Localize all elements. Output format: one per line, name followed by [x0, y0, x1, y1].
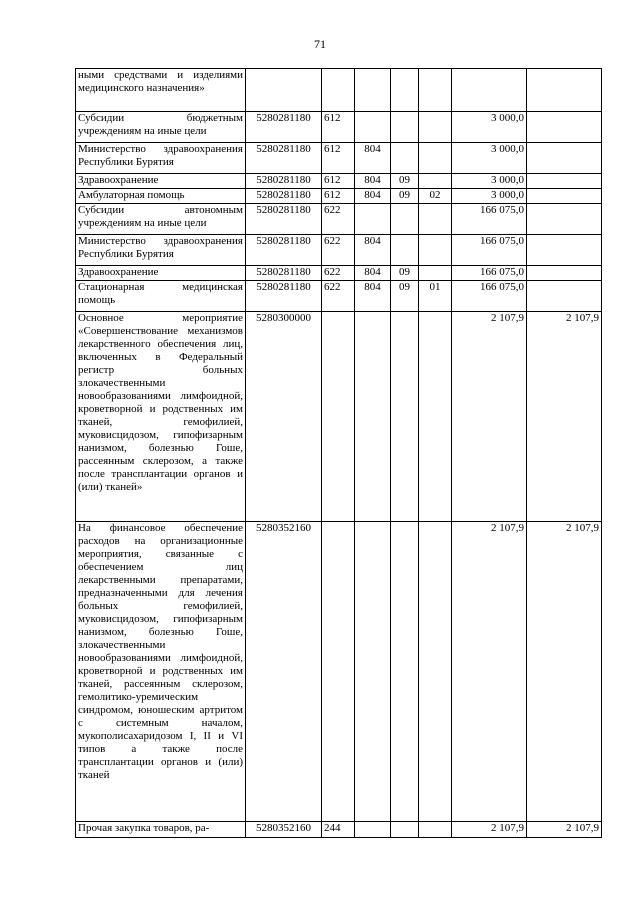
- row-amount-1: [452, 69, 527, 112]
- table-row: [76, 204, 602, 235]
- row-name: Субсидии бюджетным учреждениям на иные цели: [76, 112, 246, 143]
- row-amount-1: 166 075,0: [452, 266, 527, 281]
- row-amount-2: 2 107,9: [527, 522, 602, 822]
- row-amount-1: 166 075,0: [452, 204, 527, 235]
- row-amount-1: 2 107,9: [452, 822, 527, 838]
- row-amount-2: [527, 189, 602, 204]
- row-subsection: [419, 522, 452, 822]
- row-section: 09: [391, 266, 419, 281]
- row-name: На финансовое обеспечение расходов на организационные мероприятия, связанные с обеспечением лиц лекарственными препаратами, предназначенными для лечения больных гемофилией, муковисцидозом, гипофизарным нанизмом, болезнью Гоше, злокачественными новообразованиями лимфоидной, кроветворной и родственных им тканей, рассеянным склерозом, гемолитико-уремическим синдромом, юношеским артритом с системным началом, мукополисахаридозом I, II и VI типов а также после трансплантации органов и (или) тканей: [76, 522, 246, 822]
- row-code: [246, 69, 322, 112]
- row-amount-2: [527, 112, 602, 143]
- row-amount-1: 2 107,9: [452, 312, 527, 522]
- row-name: Здравоохранение: [76, 266, 246, 281]
- row-section: [391, 112, 419, 143]
- row-name: Амбулаторная помощь: [76, 189, 246, 204]
- row-subsection: [419, 266, 452, 281]
- row-department: 804: [355, 143, 391, 174]
- row-subsection: [419, 143, 452, 174]
- row-department: [355, 822, 391, 838]
- row-department: 804: [355, 189, 391, 204]
- row-name: Здравоохранение: [76, 174, 246, 189]
- row-amount-2: [527, 281, 602, 312]
- row-code: 5280281180: [246, 235, 322, 266]
- row-department: [355, 112, 391, 143]
- row-code: 5280281180: [246, 266, 322, 281]
- row-name: Прочая закупка товаров, ра-: [76, 822, 246, 838]
- row-subsection: [419, 204, 452, 235]
- row-department: 804: [355, 266, 391, 281]
- row-code: 5280281180: [246, 189, 322, 204]
- row-section: [391, 522, 419, 822]
- row-amount-1: 166 075,0: [452, 235, 527, 266]
- row-subsection: [419, 235, 452, 266]
- row-code: 5280281180: [246, 204, 322, 235]
- row-amount-2: [527, 143, 602, 174]
- table-row: [76, 235, 602, 266]
- row-subsection: [419, 822, 452, 838]
- row-name: Министерство здравоохранения Республики Бурятия: [76, 235, 246, 266]
- row-section: [391, 312, 419, 522]
- row-code: 5280281180: [246, 143, 322, 174]
- row-department: 804: [355, 281, 391, 312]
- row-expense-type: 612: [322, 143, 355, 174]
- row-section: 09: [391, 189, 419, 204]
- row-subsection: [419, 312, 452, 522]
- table-row: [76, 112, 602, 143]
- row-amount-2: 2 107,9: [527, 822, 602, 838]
- table-row: [76, 522, 602, 822]
- row-section: [391, 204, 419, 235]
- table-row: [76, 143, 602, 174]
- table-row: [76, 312, 602, 522]
- table-row: [76, 174, 602, 189]
- row-amount-1: 166 075,0: [452, 281, 527, 312]
- row-amount-2: [527, 235, 602, 266]
- row-expense-type: [322, 69, 355, 112]
- table-row: [76, 189, 602, 204]
- row-expense-type: 622: [322, 235, 355, 266]
- row-amount-2: [527, 69, 602, 112]
- row-expense-type: [322, 312, 355, 522]
- row-expense-type: 612: [322, 112, 355, 143]
- row-expense-type: 622: [322, 281, 355, 312]
- row-code: 5280352160: [246, 522, 322, 822]
- row-amount-1: 3 000,0: [452, 189, 527, 204]
- row-department: [355, 312, 391, 522]
- row-section: [391, 69, 419, 112]
- row-amount-1: 3 000,0: [452, 143, 527, 174]
- row-code: 5280352160: [246, 822, 322, 838]
- row-amount-2: [527, 204, 602, 235]
- row-amount-1: 3 000,0: [452, 174, 527, 189]
- table-row: [76, 822, 602, 838]
- budget-table: [75, 68, 602, 838]
- row-department: 804: [355, 235, 391, 266]
- row-name: ными средствами и изделиями медицинского назначения»: [76, 69, 246, 112]
- row-section: [391, 822, 419, 838]
- row-subsection: [419, 69, 452, 112]
- row-department: 804: [355, 174, 391, 189]
- row-code: 5280281180: [246, 112, 322, 143]
- row-name: Министерство здравоохранения Республики Бурятия: [76, 143, 246, 174]
- row-expense-type: 612: [322, 174, 355, 189]
- row-subsection: 01: [419, 281, 452, 312]
- row-section: 09: [391, 174, 419, 189]
- row-amount-1: 2 107,9: [452, 522, 527, 822]
- row-subsection: 02: [419, 189, 452, 204]
- row-section: 09: [391, 281, 419, 312]
- row-amount-2: [527, 266, 602, 281]
- row-expense-type: 622: [322, 204, 355, 235]
- row-expense-type: 622: [322, 266, 355, 281]
- page-number: 71: [314, 37, 326, 51]
- row-amount-2: 2 107,9: [527, 312, 602, 522]
- row-expense-type: 244: [322, 822, 355, 838]
- row-amount-2: [527, 174, 602, 189]
- row-code: 5280300000: [246, 312, 322, 522]
- row-name: Стационарная медицинская помощь: [76, 281, 246, 312]
- table-row: [76, 266, 602, 281]
- row-expense-type: 612: [322, 189, 355, 204]
- row-department: [355, 522, 391, 822]
- row-subsection: [419, 112, 452, 143]
- row-name: Субсидии автономным учреждениям на иные цели: [76, 204, 246, 235]
- table-row: [76, 281, 602, 312]
- row-code: 5280281180: [246, 281, 322, 312]
- row-amount-1: 3 000,0: [452, 112, 527, 143]
- table-row: [76, 69, 602, 112]
- row-subsection: [419, 174, 452, 189]
- row-section: [391, 235, 419, 266]
- row-expense-type: [322, 522, 355, 822]
- row-department: [355, 204, 391, 235]
- row-name: Основное мероприятие «Совершенствование механизмов лекарственного обеспечения лиц, включенных в Федеральный регистр больных злокачественными новообразованиями лимфоидной, кроветворной и родственных им тканей, гемофилией, муковисцидозом, гипофизарным нанизмом, болезнью Гоше, рассеянным склерозом, а также после трансплантации органов и (или) тканей»: [76, 312, 246, 522]
- row-department: [355, 69, 391, 112]
- row-code: 5280281180: [246, 174, 322, 189]
- row-section: [391, 143, 419, 174]
